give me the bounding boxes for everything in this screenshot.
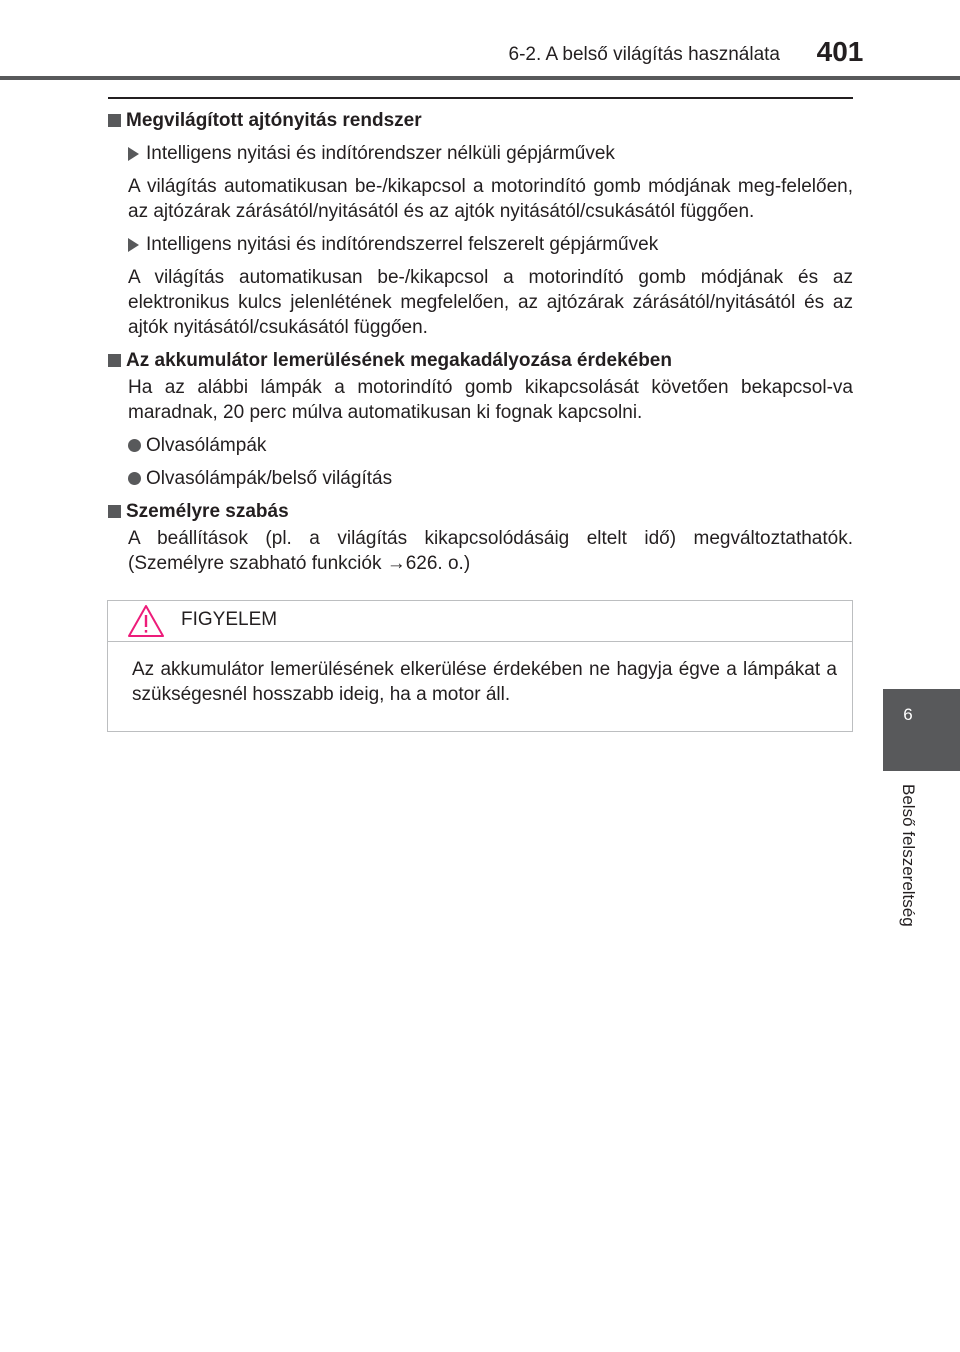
page-number: 401 bbox=[816, 36, 864, 67]
warning-box bbox=[107, 600, 853, 732]
triangle-bullet-icon bbox=[128, 147, 139, 161]
warning-triangle-icon bbox=[127, 604, 165, 638]
warning-label: FIGYELEM bbox=[181, 609, 278, 630]
square-bullet-icon bbox=[108, 114, 121, 127]
triangle-bullet-icon bbox=[128, 238, 139, 252]
subheading-with-smart-key: Intelligens nyitási és indítórendszerrel felszerelt gépjárművek bbox=[128, 232, 853, 257]
chapter-number: 6 bbox=[903, 705, 913, 724]
chapter-label: Belső felszereltség bbox=[899, 784, 918, 927]
circle-bullet-icon bbox=[128, 472, 141, 485]
warning-text: Az akkumulátor lemerülésének elkerülése érdekében ne hagyja égve a lámpákat a szükségesnél hosszabb ideig, ha a motor áll. bbox=[132, 659, 837, 705]
section-heading-illuminated-entry: Megvilágított ajtónyitás rendszer bbox=[108, 108, 853, 133]
header-divider bbox=[0, 76, 960, 80]
list-item: Olvasólámpák bbox=[128, 433, 853, 458]
section-title: 6-2. A belső világítás használata bbox=[508, 44, 780, 65]
page-content bbox=[108, 108, 853, 576]
section-heading-customization: Személyre szabás bbox=[108, 499, 853, 524]
paragraph-without-smart-key: A világítás automatikusan be-/kikapcsol a motorindító gomb módjának meg-felelően, az ajtózárak zárásától/nyitásától és az ajtók nyitásától/csukásától függően. bbox=[128, 176, 853, 222]
warning-header bbox=[108, 601, 852, 642]
square-bullet-icon bbox=[108, 354, 121, 367]
paragraph-customization: A beállítások (pl. a világítás kikapcsolódásáig eltelt idő) megváltoztathatók. (Személyre szabható funkciók →626. o.) bbox=[128, 528, 853, 574]
square-bullet-icon bbox=[108, 505, 121, 518]
circle-bullet-icon bbox=[128, 439, 141, 452]
subheading-without-smart-key: Intelligens nyitási és indítórendszer nélküli gépjárművek bbox=[128, 141, 853, 166]
paragraph-with-smart-key: A világítás automatikusan be-/kikapcsol a motorindító gomb módjának és az elektronikus kulcs jelenlétének megfelelően, az ajtózárak zárásától/nyitásától és az ajtók nyitásától/csukásától függően. bbox=[128, 267, 853, 338]
chapter-tab bbox=[883, 689, 960, 771]
paragraph-battery-saver: Ha az alábbi lámpák a motorindító gomb kikapcsolását követően bekapcsol-va maradnak, 20 perc múlva automatikusan ki fognak kapcsolni. bbox=[128, 377, 853, 423]
section-heading-battery-saver: Az akkumulátor lemerülésének megakadályozása érdekében bbox=[108, 348, 853, 373]
content-top-divider bbox=[108, 97, 853, 99]
list-item: Olvasólámpák/belső világítás bbox=[128, 466, 853, 491]
